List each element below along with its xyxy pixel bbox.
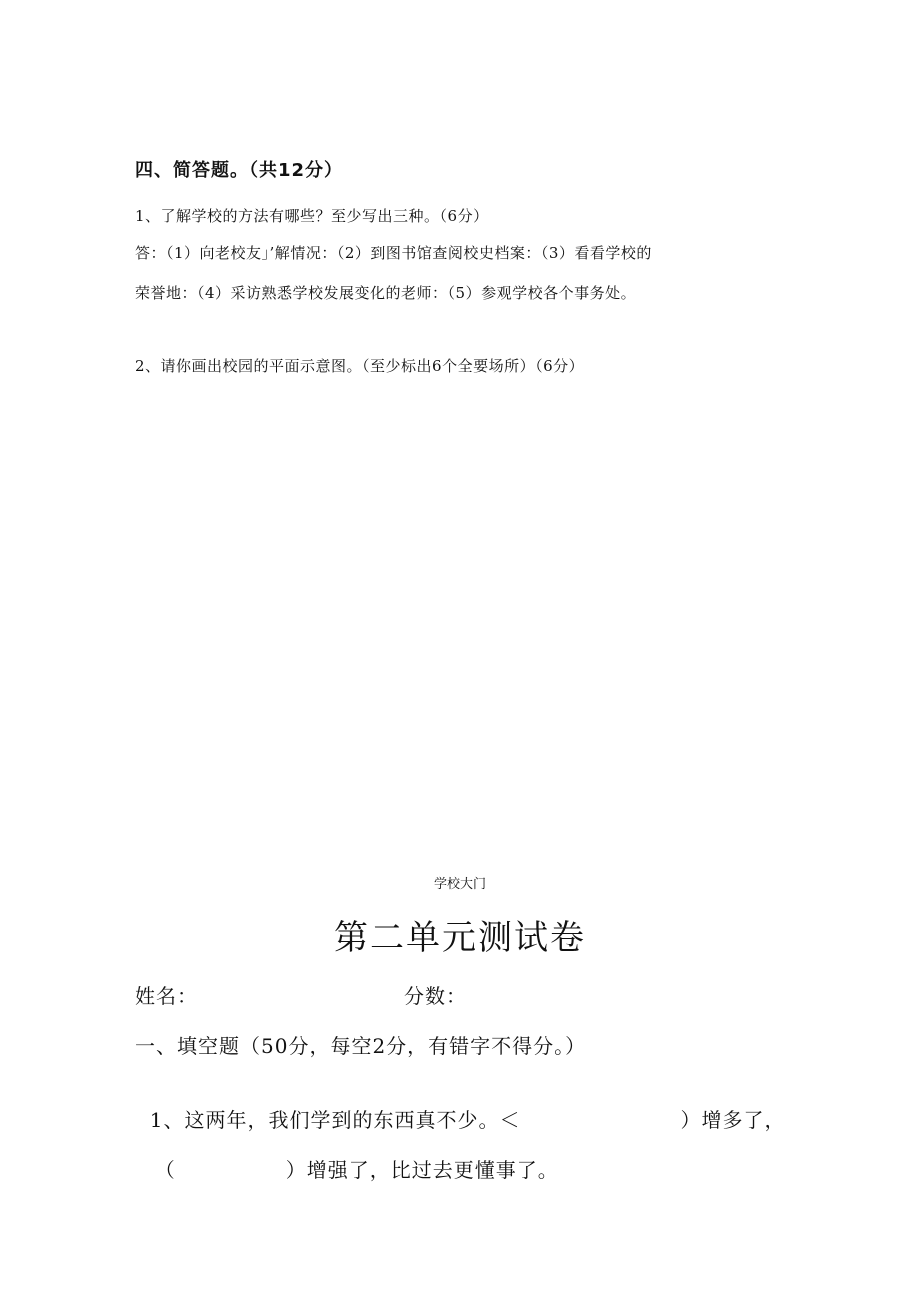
fill-question-1-part-4: ）增强了，比过去更懂事了。 <box>285 1158 559 1182</box>
fill-question-1-part-1: 1、这两年，我们学到的东西真不少。＜ <box>149 1108 521 1132</box>
unit-test-title: 第二单元测试卷 <box>334 918 586 958</box>
answer-1-line-2: 荣誉地：（4）采访熟悉学校发展变化的老师：（5）参观学校各个事务处。 <box>135 284 637 302</box>
question-1: 1、了解学校的方法有哪些？至少写出三种。（6分） <box>135 207 489 225</box>
school-gate-label: 学校大门 <box>433 877 486 892</box>
answer-1-line-1: 答：（1）向老校友」’解情况：（2）到图书馆查阅校史档案：（3）看看学校的 <box>135 244 652 262</box>
fill-question-1-part-3: （ <box>154 1158 176 1182</box>
fill-question-1-part-2: ）增多了， <box>680 1108 786 1132</box>
name-label: 姓名： <box>135 984 198 1008</box>
fill-question-1-continued <box>140 1130 559 1183</box>
question-2: 2、请你画出校园的平面示意图。（至少标出6个全要场所）（6分） <box>135 357 585 375</box>
section4-title: 四、简答题。（共12分） <box>135 160 344 181</box>
score-label: 分数： <box>404 984 467 1008</box>
fill-question-1 <box>135 1080 785 1133</box>
fill-blank-section-title: 一、填空题（50分，每空2分，有错字不得分。） <box>135 1034 587 1058</box>
